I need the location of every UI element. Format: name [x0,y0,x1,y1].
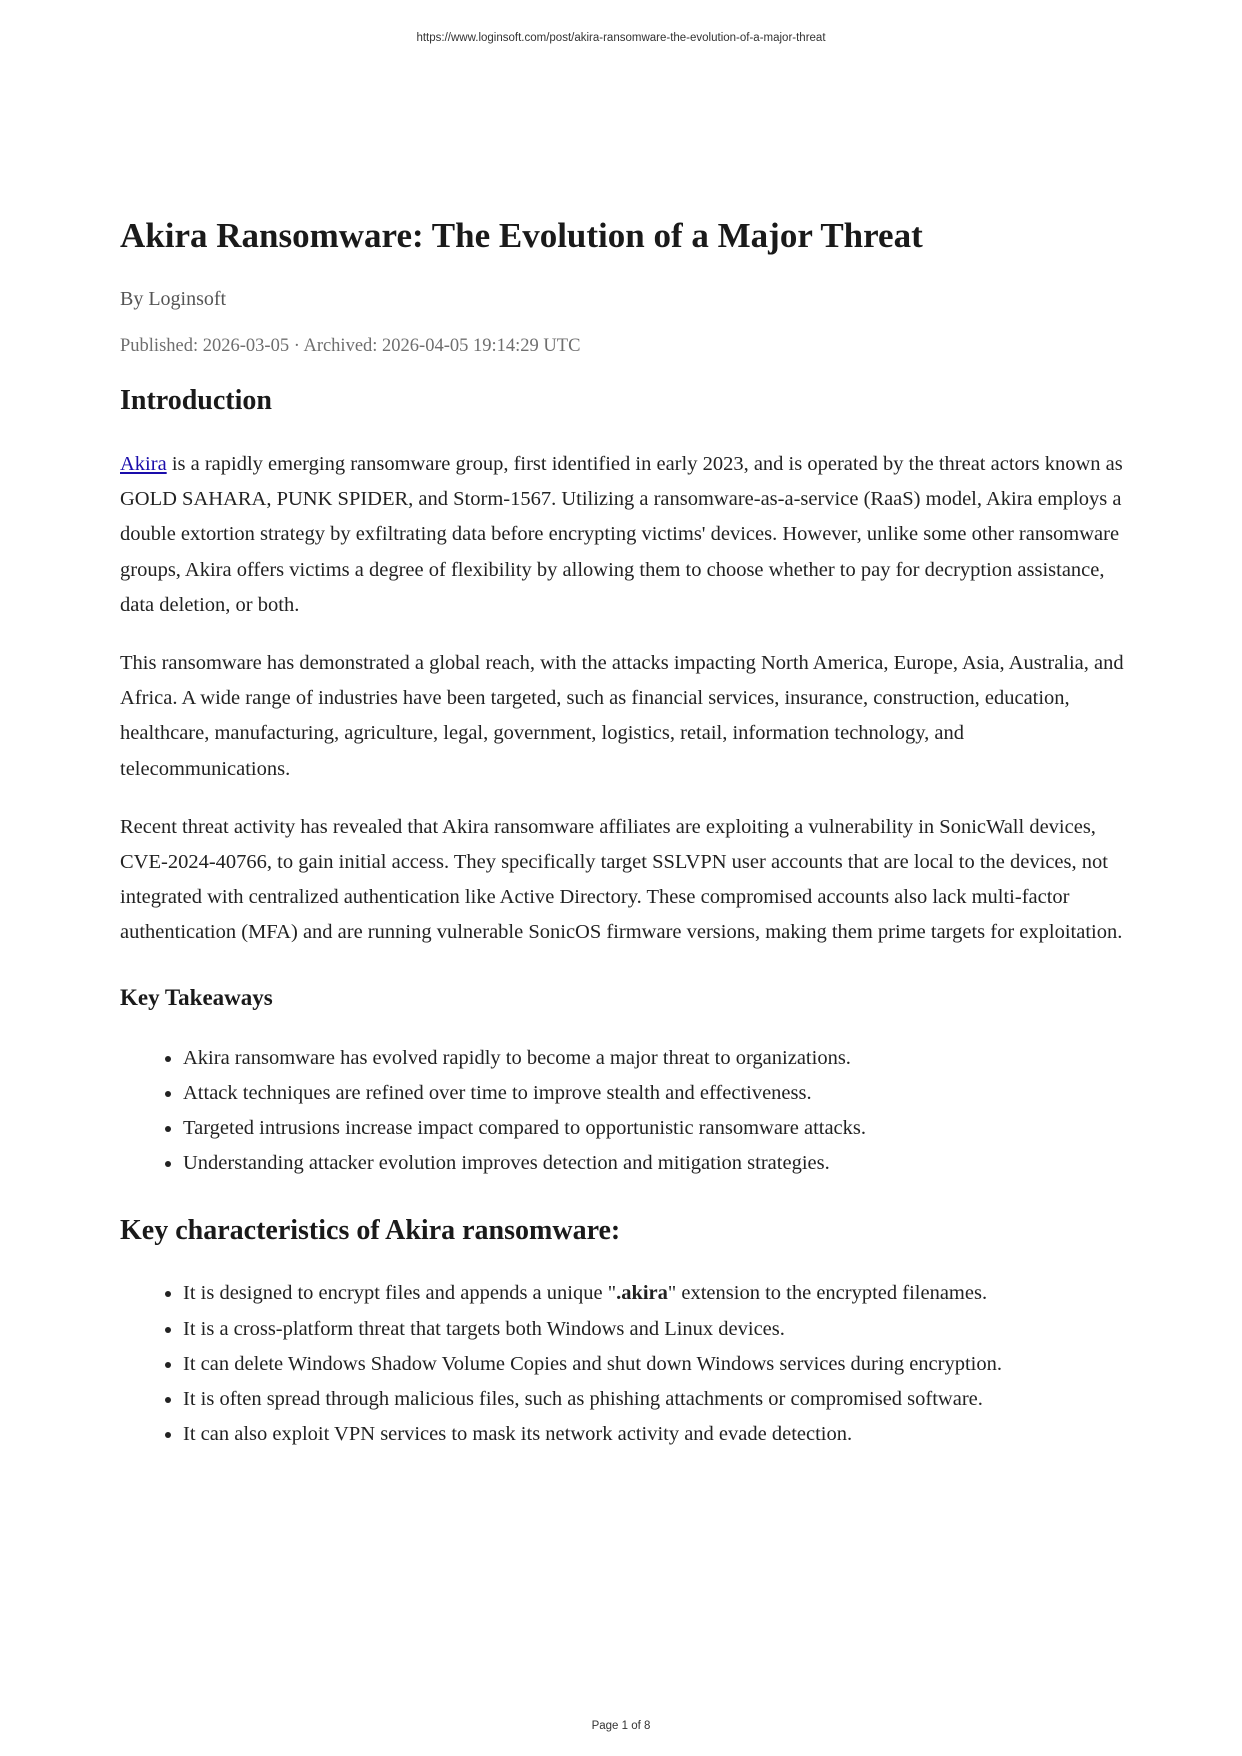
page-number: Page 1 of 8 [591,1720,651,1732]
list-item: • It can also exploit VPN services to mask its network activity and evade detection. [183,1417,1130,1452]
article [120,208,1130,1452]
list-item: • It is often spread through malicious files, such as phishing attachments or compromised software. [183,1382,1130,1417]
list-item: • Targeted intrusions increase impact compared to opportunistic ransomware attacks. [183,1111,1130,1146]
page-url-header: https://www.loginsoft.com/post/akira-ransomware-the-evolution-of-a-major-threat [416,32,826,44]
list-item: • Attack techniques are refined over time to improve stealth and effectiveness. [183,1076,1130,1111]
publish-meta: Published: 2026-03-05 · Archived: 2026-04-05 19:14:29 UTC [120,336,581,356]
key-takeaways-heading: Key Takeaways [120,984,273,1010]
key-characteristics-heading: Key characteristics of Akira ransomware: [120,1215,621,1247]
introduction-heading: Introduction [120,385,272,416]
intro-paragraph-1-text: is a rapidly emerging ransomware group, first identified in early 2023, and is operated by the threat actors known as GOLD SAHARA, PUNK SPIDER, and Storm-1567. Utilizing a ransomware-as-a-service (RaaS) model, Akira employs a double extortion strategy by exfiltrating data before encrypting victims' devices. However, unlike some other ransomware groups, Akira offers victims a degree of flexibility by allowing them to choose whether to pay for decryption assistance, data deletion, or both. [120,453,1123,616]
list-item-text-after: " extension to the encrypted filenames. [667,1282,988,1305]
key-characteristics-list [120,1276,1130,1452]
akira-extension: .akira [616,1282,668,1305]
intro-paragraph-1 [120,447,1130,623]
list-item: • Akira ransomware has evolved rapidly to become a major threat to organizations. [183,1041,1130,1076]
intro-paragraph-3: Recent threat activity has revealed that Akira ransomware affiliates are exploiting a vulnerability in SonicWall devices, CVE-2024-40766, to gain initial access. They specifically target SSLVPN user accounts that are local to the devices, not integrated with centralized authentication like Active Directory. These compromised accounts also lack multi-factor authentication (MFA) and are running vulnerable SonicOS firmware versions, making them prime targets for exploitation. [120,815,1123,944]
list-item [183,1276,1130,1311]
article-title: Akira Ransomware: The Evolution of a Major Threat [120,216,923,255]
intro-paragraph-2: This ransomware has demonstrated a global reach, with the attacks impacting North America, Europe, Asia, Australia, and Africa. A wide range of industries have been targeted, such as financial services, insurance, construction, education, healthcare, manufacturing, agriculture, legal, government, logistics, retail, information technology, and telecommunications. [120,652,1124,780]
list-item: • Understanding attacker evolution improves detection and mitigation strategies. [183,1146,1130,1181]
list-item: • It is a cross-platform threat that targets both Windows and Linux devices. [183,1312,1130,1347]
byline: By Loginsoft [120,288,227,310]
list-item: • It can delete Windows Shadow Volume Copies and shut down Windows services during encryption. [183,1347,1130,1382]
akira-link[interactable]: Akira [120,453,167,475]
key-takeaways-list [120,1041,1130,1182]
list-item-text-before: It is designed to encrypt files and appends a unique " [183,1282,617,1305]
